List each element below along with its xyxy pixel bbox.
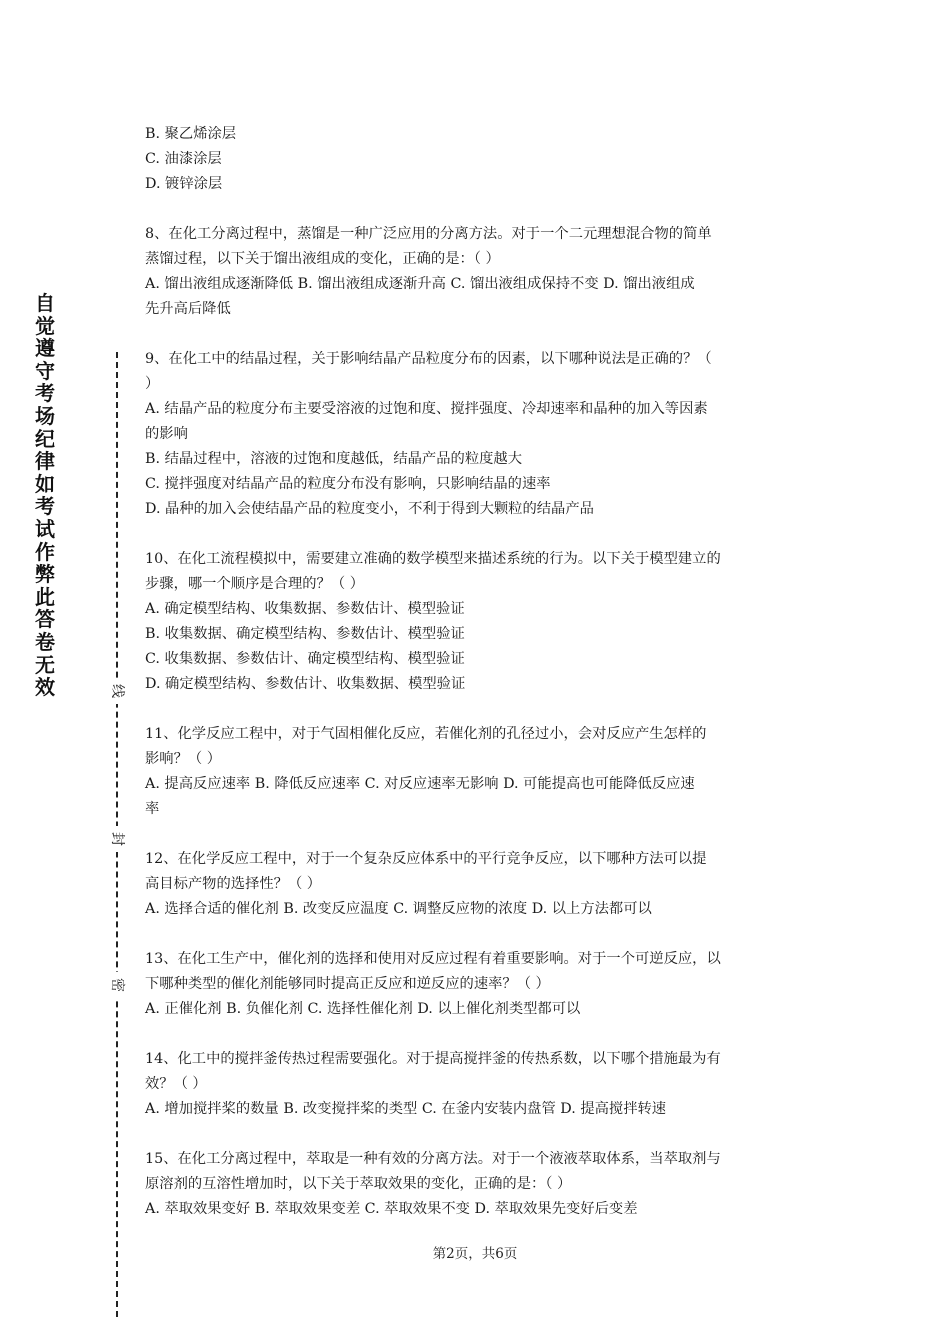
question-options: A. 提高反应速率 B. 降低反应速率 C. 对反应速率无影响 D. 可能提高也可能降低反应速 [145, 776, 695, 792]
option-a: 的影响 [145, 426, 188, 442]
question-stem: 高目标产物的选择性？（ ） [145, 876, 322, 892]
side-notice-text: 自觉遵守考场纪律如考试作弊此答卷无效 [35, 291, 55, 700]
question-8 [145, 222, 812, 322]
question-options: A. 萃取效果变好 B. 萃取效果变差 C. 萃取效果不变 D. 萃取效果先变好后变差 [145, 1201, 638, 1217]
option-c: C. 油漆涂层 [145, 151, 222, 167]
question-15 [145, 1147, 812, 1222]
side-notice [33, 292, 57, 699]
question-stem: 影响？（ ） [145, 751, 222, 767]
question-9 [145, 347, 812, 522]
option-b: B. 聚乙烯涂层 [145, 126, 237, 142]
question-13 [145, 947, 812, 1022]
option-d: D. 晶种的加入会使结晶产品的粒度变小，不利于得到大颗粒的结晶产品 [145, 501, 594, 517]
question-stem: 蒸馏过程，以下关于馏出液组成的变化，正确的是：（ ） [145, 251, 500, 267]
question-options: A. 选择合适的催化剂 B. 改变反应温度 C. 调整反应物的浓度 D. 以上方法都可以 [145, 901, 652, 917]
question-12 [145, 847, 812, 922]
question-stem: 10、在化工流程模拟中，需要建立准确的数学模型来描述系统的行为。以下关于模型建立的 [145, 551, 721, 567]
binding-label-seal2: 密 [104, 972, 130, 998]
option-d: D. 镀锌涂层 [145, 176, 223, 192]
question-options: 先升高后降低 [145, 301, 231, 317]
question-content [145, 122, 812, 1247]
option-c: C. 收集数据、参数估计、确定模型结构、模型验证 [145, 651, 465, 667]
question-stem: 步骤，哪一个顺序是合理的？（ ） [145, 576, 364, 592]
question-stem: 14、化工中的搅拌釜传热过程需要强化。对于提高搅拌釜的传热系数，以下哪个措施最为有 [145, 1051, 721, 1067]
option-c: C. 搅拌强度对结晶产品的粒度分布没有影响，只影响结晶的速率 [145, 476, 551, 492]
question-stem: 11、化学反应工程中，对于气固相催化反应，若催化剂的孔径过小，会对反应产生怎样的 [145, 726, 707, 742]
question-11 [145, 722, 812, 822]
option-a: A. 结晶产品的粒度分布主要受溶液的过饱和度、搅拌强度、冷却速率和晶种的加入等因素 [145, 401, 708, 417]
question-10 [145, 547, 812, 697]
binding-label-seal: 封 [104, 826, 130, 852]
question-stem: 13、在化工生产中，催化剂的选择和使用对反应过程有着重要影响。对于一个可逆反应，以 [145, 951, 721, 967]
option-d: D. 确定模型结构、参数估计、收集数据、模型验证 [145, 676, 466, 692]
binding-label-line: 线 [104, 678, 130, 704]
question-stem: 8、在化工分离过程中，蒸馏是一种广泛应用的分离方法。对于一个二元理想混合物的简单 [145, 226, 712, 242]
question-options: A. 馏出液组成逐渐降低 B. 馏出液组成逐渐升高 C. 馏出液组成保持不变 D. 馏出液组成 [145, 276, 695, 292]
option-b: B. 收集数据、确定模型结构、参数估计、模型验证 [145, 626, 465, 642]
question-options: A. 正催化剂 B. 负催化剂 C. 选择性催化剂 D. 以上催化剂类型都可以 [145, 1001, 581, 1017]
option-b: B. 结晶过程中，溶液的过饱和度越低，结晶产品的粒度越大 [145, 451, 523, 467]
question-stem: 效？（ ） [145, 1076, 207, 1092]
question-options: 率 [145, 801, 160, 817]
question-stem: 15、在化工分离过程中，萃取是一种有效的分离方法。对于一个液液萃取体系，当萃取剂与 [145, 1151, 721, 1167]
question-options: A. 增加搅拌桨的数量 B. 改变搅拌桨的类型 C. 在釜内安装内盘管 D. 提高搅拌转速 [145, 1101, 667, 1117]
page-footer: 第2页，共6页 [432, 1246, 518, 1262]
option-a: A. 确定模型结构、收集数据、参数估计、模型验证 [145, 601, 465, 617]
question-stem: ） [145, 376, 160, 392]
question-14 [145, 1047, 812, 1122]
question-stem: 下哪种类型的催化剂能够同时提高正反应和逆反应的速率？（ ） [145, 976, 550, 992]
question-stem: 原溶剂的互溶性增加时，以下关于萃取效果的变化，正确的是：（ ） [145, 1176, 572, 1192]
question-7-tail [145, 122, 812, 197]
question-stem: 12、在化学反应工程中，对于一个复杂反应体系中的平行竞争反应，以下哪种方法可以提 [145, 851, 707, 867]
question-stem: 9、在化工中的结晶过程，关于影响结晶产品粒度分布的因素，以下哪种说法是正确的？（ [145, 351, 712, 367]
